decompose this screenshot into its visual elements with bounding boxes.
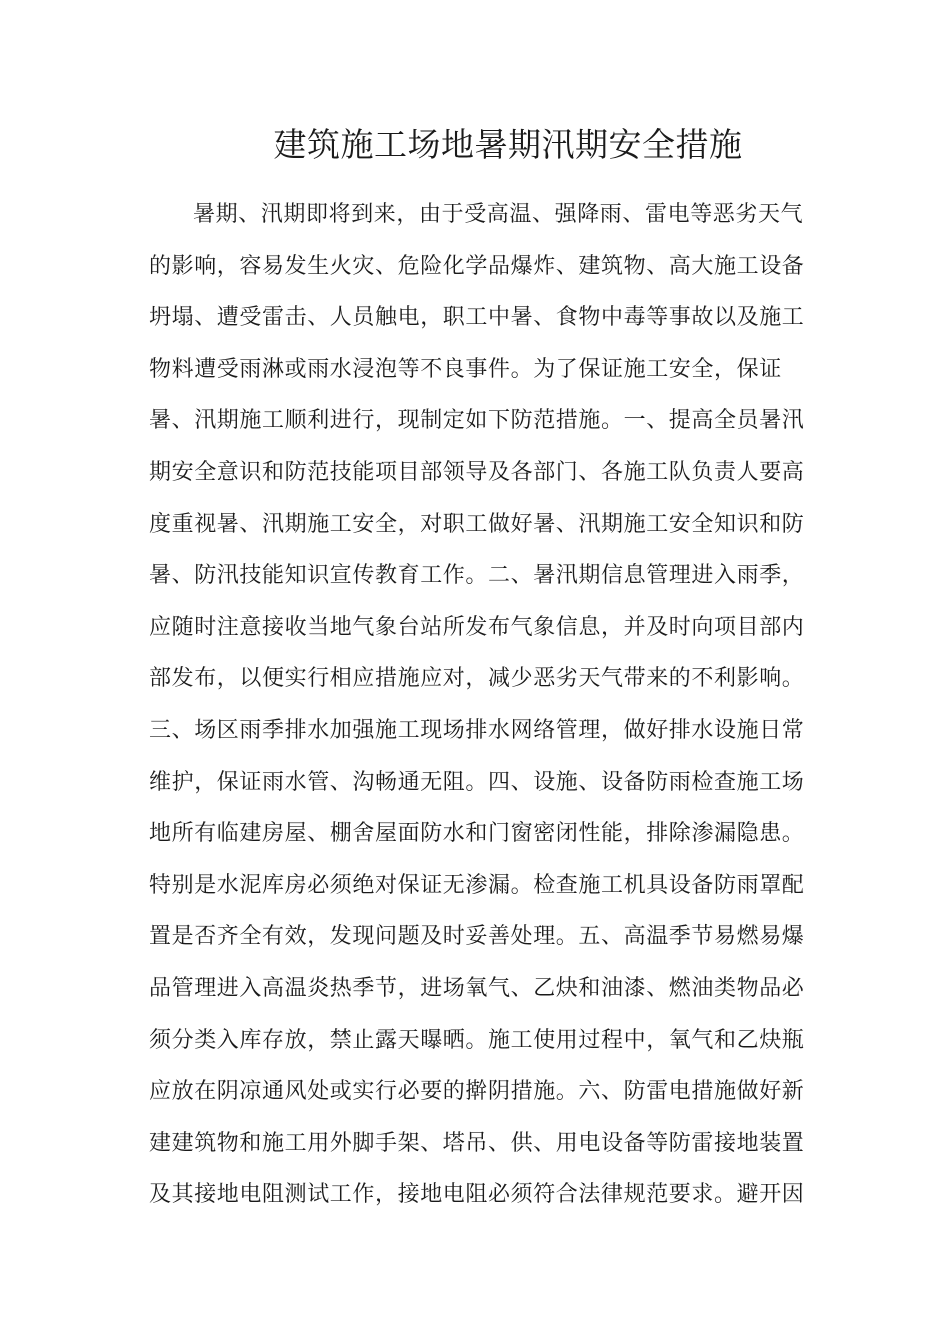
body-line: 特别是水泥库房必须绝对保证无渗漏。检查施工机具设备防雨罩配 (149, 872, 805, 898)
body-line: 的影响，容易发生火灾、危险化学品爆炸、建筑物、高大施工设备 (149, 253, 805, 279)
body-line: 暑期、汛期即将到来，由于受高温、强降雨、雷电等恶劣天气 (193, 202, 804, 227)
body-line: 建建筑物和施工用外脚手架、塔吊、供、用电设备等防雷接地装置 (149, 1130, 805, 1156)
document-title: 建筑施工场地暑期汛期安全措施 (273, 125, 743, 164)
body-line: 部发布，以便实行相应措施应对，减少恶劣天气带来的不利影响。 (149, 666, 805, 692)
body-line: 度重视暑、汛期施工安全，对职工做好暑、汛期施工安全知识和防 (149, 511, 805, 537)
body-line: 期安全意识和防范技能项目部领导及各部门、各施工队负责人要高 (149, 459, 805, 485)
body-line: 维护，保证雨水管、沟畅通无阻。四、设施、设备防雨检查施工场 (149, 769, 805, 795)
body-line: 暑、汛期施工顺利进行，现制定如下防范措施。一、提高全员暑汛 (149, 408, 805, 434)
document-body (149, 196, 805, 1228)
body-line: 品管理进入高温炎热季节，进场氧气、乙炔和油漆、燃油类物品必 (149, 975, 805, 1001)
body-line: 三、场区雨季排水加强施工现场排水网络管理，做好排水设施日常 (149, 717, 805, 743)
body-line: 应随时注意接收当地气象台站所发布气象信息，并及时向项目部内 (149, 614, 805, 640)
body-line: 及其接地电阻测试工作，接地电阻必须符合法律规范要求。避开因 (149, 1182, 805, 1208)
body-line: 物料遭受雨淋或雨水浸泡等不良事件。为了保证施工安全，保证 (149, 356, 782, 382)
body-line: 地所有临建房屋、棚舍屋面防水和门窗密闭性能，排除渗漏隐患。 (149, 821, 805, 847)
body-line: 置是否齐全有效，发现问题及时妥善处理。五、高温季节易燃易爆 (149, 924, 805, 950)
body-line: 须分类入库存放，禁止露天曝晒。施工使用过程中，氧气和乙炔瓶 (149, 1027, 805, 1053)
body-line: 暑、防汛技能知识宣传教育工作。二、暑汛期信息管理进入雨季， (149, 563, 805, 589)
body-line: 坍塌、遭受雷击、人员触电，职工中暑、食物中毒等事故以及施工 (149, 305, 805, 331)
body-line: 应放在阴凉通风处或实行必要的擀阴措施。六、防雷电措施做好新 (149, 1079, 805, 1105)
